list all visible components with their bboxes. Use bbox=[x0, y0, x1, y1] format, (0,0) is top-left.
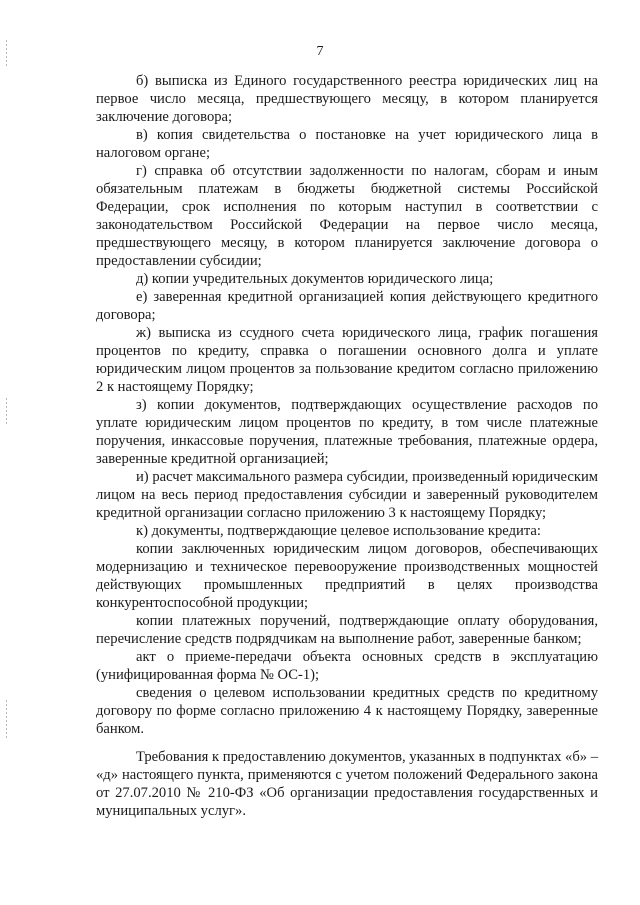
paragraph-b: б) выписка из Единого государственного реестра юридических лиц на первое число месяца, предшествующего месяцу, в котором планируется заключение договора; bbox=[96, 73, 598, 125]
paragraph-requirements: Требования к предоставлению документов, указанных в подпунктах «б» – «д» настоящего пункта, применяются с учетом положений Федерального закона от 27.07.2010 № 210-ФЗ «Об организации предоставления государственных и муниципальных услуг». bbox=[96, 749, 598, 819]
margin-binding-mark-bottom bbox=[6, 700, 7, 740]
page-number: 7 bbox=[316, 44, 324, 59]
paragraph-k-acceptance-act: акт о приеме-передачи объекта основных средств в эксплуатацию (унифицированная форма № ОС-1); bbox=[96, 649, 598, 683]
paragraph-v: в) копия свидетельства о постановке на учет юридического лица в налоговом органе; bbox=[96, 127, 598, 161]
paragraph-z: з) копии документов, подтверждающих осуществление расходов по уплате юридическим лицом процентов по кредиту, в том числе платежные поручения, инкассовые поручения, платежные требования, платежные ордера, заверенные кредитной организацией; bbox=[96, 397, 598, 467]
paragraph-k-contracts: копии заключенных юридическим лицом договоров, обеспечивающих модернизацию и техническое перевооружение производственных мощностей действующих промышленных предприятий в целях производства конкурентоспособной продукции; bbox=[96, 541, 598, 611]
paragraph-d: д) копии учредительных документов юридического лица; bbox=[136, 271, 494, 287]
margin-binding-mark-middle bbox=[6, 398, 7, 424]
document-body bbox=[96, 72, 598, 820]
paragraph-i: и) расчет максимального размера субсидии, произведенный юридическим лицом на весь период предоставления субсидии и заверенный руководителем кредитной организации согласно приложению 3 к настоящему Порядку; bbox=[96, 469, 598, 521]
paragraph-spacer bbox=[96, 738, 598, 748]
paragraph-g: г) справка об отсутствии задолженности по налогам, сборам и иным обязательным платежам в бюджеты бюджетной системы Российской Федерации, срок исполнения по которым наступил в соответствии с законодательством Российской Федерации на первое число месяца, предшествующего месяцу, в котором планируется заключение договора о предоставлении субсидии; bbox=[96, 163, 598, 269]
paragraph-e: е) заверенная кредитной организацией копия действующего кредитного договора; bbox=[96, 289, 598, 323]
paragraph-k-target-use: сведения о целевом использовании кредитных средств по кредитному договору по форме согласно приложению 4 к настоящему Порядку, заверенные банком. bbox=[96, 685, 598, 737]
paragraph-k: к) документы, подтверждающие целевое использование кредита: bbox=[136, 523, 541, 539]
paragraph-zh: ж) выписка из ссудного счета юридического лица, график погашения процентов по кредиту, справка о погашении основного долга и уплате юридическим лицом процентов за пользование кредитом согласно приложению 2 к настоящему Порядку; bbox=[96, 325, 598, 395]
paragraph-k-payment-orders: копии платежных поручений, подтверждающие оплату оборудования, перечисление средств подрядчикам на выполнение работ, заверенные банком; bbox=[96, 613, 598, 647]
